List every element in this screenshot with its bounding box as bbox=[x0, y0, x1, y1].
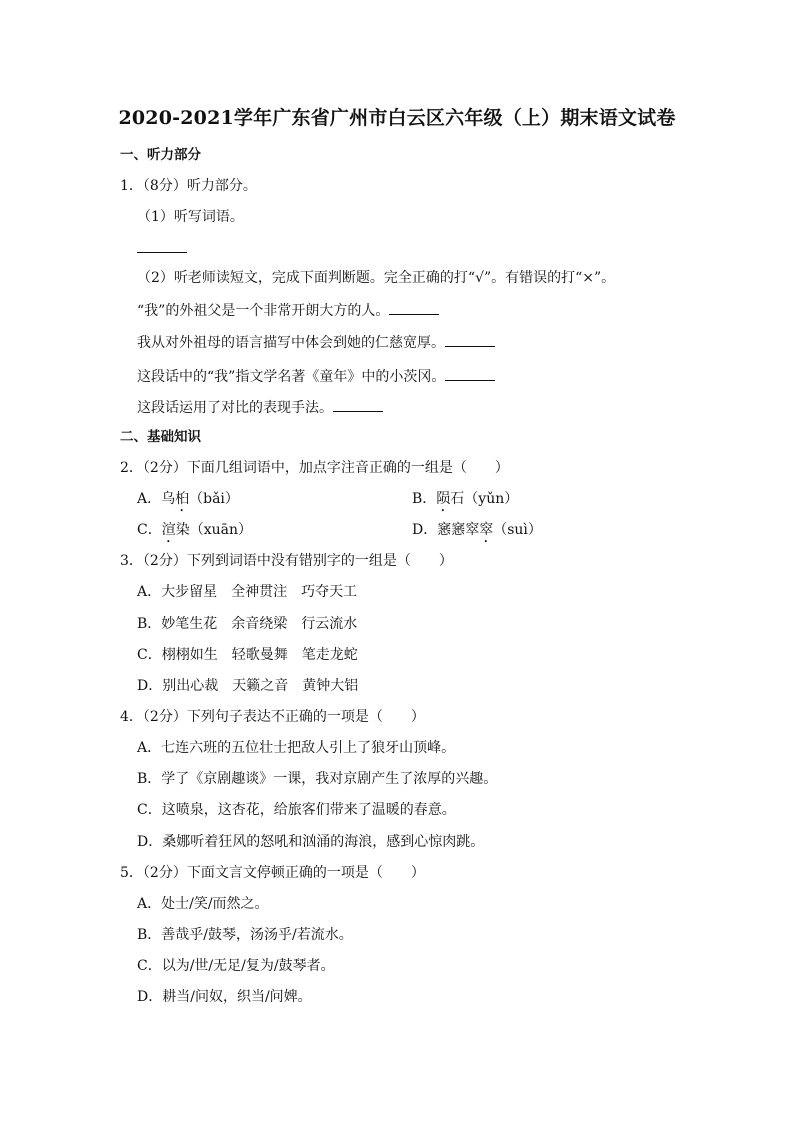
q4-option-b[interactable]: B．学了《京剧趣谈》一课，我对京剧产生了浓厚的兴趣。 bbox=[137, 771, 498, 787]
answer-blank[interactable] bbox=[445, 366, 495, 381]
q4-option-a[interactable]: A．七连六班的五位壮士把敌人引上了狼牙山顶峰。 bbox=[137, 740, 456, 756]
answer-blank[interactable] bbox=[333, 397, 383, 412]
q5-option-a[interactable]: A．处士/笑/而然之。 bbox=[137, 896, 269, 912]
answer-blank[interactable] bbox=[445, 332, 495, 347]
q3-stem: 3．（2分）下列到词语中没有错别字的一组是（ ） bbox=[120, 553, 453, 569]
q1-sub2: （2）听老师读短文，完成下面判断题。完全正确的打“√”。有错误的打“×”。 bbox=[137, 270, 616, 286]
q2-option-c[interactable]: C．渲染（xuān） bbox=[137, 522, 252, 538]
q5-option-d[interactable]: D．耕当/问奴，织当/问婢。 bbox=[137, 989, 312, 1005]
q2-option-a[interactable]: A．乌桕（bǎi） bbox=[137, 491, 239, 507]
q1-judge-item: 这段话中的“我”指文学名著《童年》中的小茨冈。 bbox=[137, 366, 495, 386]
section-basics: 二、基础知识 bbox=[120, 429, 201, 445]
q3-option-c[interactable]: C．栩栩如生 轻歌曼舞 笔走龙蛇 bbox=[137, 647, 358, 663]
q1-sub1: （1）听写词语。 bbox=[137, 209, 244, 225]
q2-option-b[interactable]: B．陨石（yǔn） bbox=[412, 491, 519, 507]
q2-stem: 2．（2分）下面几组词语中，加点字注音正确的一组是（ ） bbox=[120, 460, 509, 476]
q5-option-b[interactable]: B．善哉乎/鼓琴，汤汤乎/若流水。 bbox=[137, 927, 353, 943]
q4-stem: 4．（2分）下列句子表达不正确的一项是（ ） bbox=[120, 709, 425, 725]
q2-option-d[interactable]: D．窸窸窣窣（suì） bbox=[412, 522, 542, 538]
q5-stem: 5．（2分）下面文言文停顿正确的一项是（ ） bbox=[120, 865, 425, 881]
page-title: 2020-2021学年广东省广州市白云区六年级（上）期末语文试卷 bbox=[118, 107, 676, 129]
q3-option-a[interactable]: A．大步留星 全神贯注 巧夺天工 bbox=[137, 584, 358, 600]
section-listening: 一、听力部分 bbox=[120, 147, 201, 163]
q3-option-b[interactable]: B．妙笔生花 余音绕梁 行云流水 bbox=[137, 616, 358, 632]
q1-stem: 1．（8分）听力部分。 bbox=[120, 178, 257, 194]
q1-judge-item: “我”的外祖父是一个非常开朗大方的人。 bbox=[137, 300, 439, 320]
q4-option-c[interactable]: C．这喷泉，这杏花，给旅客们带来了温暖的春意。 bbox=[137, 802, 456, 818]
q1-judge-item: 我从对外祖母的语言描写中体会到她的仁慈宽厚。 bbox=[137, 332, 495, 352]
q4-option-d[interactable]: D．桑娜听着狂风的怒吼和汹涌的海浪，感到心惊肉跳。 bbox=[137, 834, 485, 850]
answer-blank[interactable] bbox=[389, 300, 439, 315]
q3-option-d[interactable]: D．别出心裁 天籁之音 黄钟大铝 bbox=[137, 678, 359, 694]
q1-judge-item: 这段话运用了对比的表现手法。 bbox=[137, 397, 383, 417]
q1-dictation-blank[interactable] bbox=[137, 238, 187, 258]
q5-option-c[interactable]: C．以为/世/无足/复为/鼓琴者。 bbox=[137, 958, 335, 974]
